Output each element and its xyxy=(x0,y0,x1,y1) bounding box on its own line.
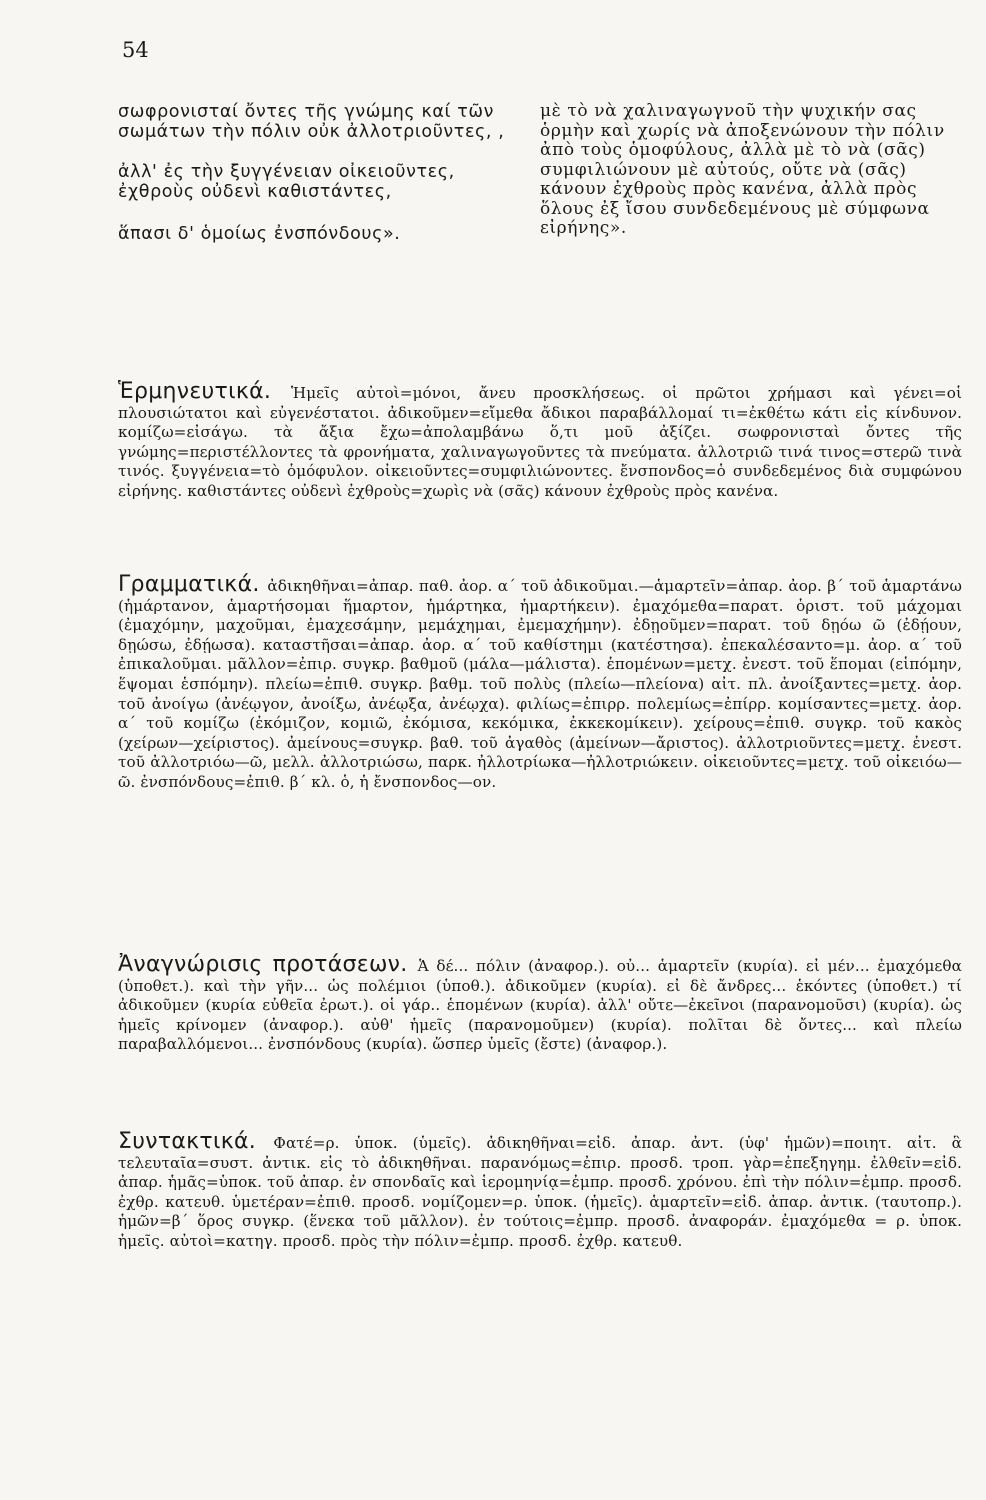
greek-original-column xyxy=(118,102,518,244)
section-heading: Συντακτικά. xyxy=(118,1129,274,1154)
translation-text: μὲ τὸ νὰ χαλιναγωγνοῦ τὴν ψυχικήν σας ὁρμὴν καὶ χωρίς νὰ ἀποξενώνουν τὴν πόλιν ἀπὸ τοὺς ὁμοφύλους, ἀλλὰ μὲ τὸ νὰ (σᾶς) συμφιλιώνουν μὲ αὐτούς, οὔτε νὰ (σᾶς) κάνουν ἐχθροὺς πρὸς κανένα, ἀλλὰ πρὸς ὅλους ἐξ ἴσου συνδεδεμένους μὲ σύμφωνα εἰρήνης». xyxy=(540,101,945,238)
original-line-group-1: σωφρονισταί ὄντες τῆς γνώμης καί τῶν σωμάτων τὴν πόλιν οὐκ ἀλλοτριοῦντες, , xyxy=(118,102,505,142)
grammatika-section xyxy=(118,572,962,793)
section-body: ἀδικηθῆναι=ἀπαρ. παθ. ἀορ. α΄ τοῦ ἀδικοῦμαι.—ἁμαρτεῖν=ἀπαρ. ἀορ. β΄ τοῦ ἁμαρτάνω (ἡμάρτανον, ἁμαρτήσομαι ἥμαρτον, ἡμάρτηκα, ἡμαρτήκειν). ἐμαχόμεθα=παρατ. ὁριστ. τοῦ μάχομαι (ἐμαχόμην, μαχοῦμαι, ἐμαχεσάμην, μεμάχημαι, ἐμεμαχήμην). ἐδῃοῦμεν=παρατ. τοῦ δῃόω ῶ (ἐδῄουν, δῃώσω, ἐδῄωσα). καταστῆσαι=ἀπαρ. ἀορ. α΄ τοῦ καθίστημι (κατέστησα). ἐπεκαλέσαντο=μ. ἀορ. α΄ τοῦ ἐπικαλοῦμαι. μᾶλλον=ἐπιρ. συγκρ. βαθμοῦ (μάλα—μάλιστα). ἑπομένων=μετχ. ἐνεστ. τοῦ ἕπομαι (εἱπόμην, ἕψομαι ἑσπόμην). πλείω=ἐπιθ. συγκρ. βαθμ. τοῦ πολὺς (πλείω—πλείονα) αἰτ. πλ. ἀνοίξαντες=μετχ. ἀορ. τοῦ ἀνοίγω (ἀνέῳγον, ἀνοίξω, ἀνέῳξα, ἀνέῳχα). φιλίως=ἐπιρρ. πολεμίως=ἐπίρρ. κομίσαντες=μετχ. ἀορ. α΄ τοῦ κομίζω (ἐκόμιζον, κομιῶ, ἐκόμισα, κεκόμικα, ἐκκεκομίκειν). χείρους=ἐπιθ. συγκρ. τοῦ κακὸς (χείρων—χείριστος). ἀμείνους=συγκρ. βαθ. τοῦ ἀγαθὸς (ἀμείνων—ἄριστος). ἀλλοτριοῦντες=μετχ. ἐνεστ. τοῦ ἀλλοτριόω—ῶ, μελλ. ἀλλοτριώσω, παρκ. ἠλλοτρίωκα—ἠλλοτριώκειν. οἰκειοῦντες=μετχ. τοῦ οἰκειόω—ῶ. ἐνσπόνδους=ἐπιθ. β΄ κλ. ὁ, ἡ ἔνσπονδος—ον. xyxy=(118,577,962,791)
original-line-group-3: ἅπασι δ' ὁμοίως ἐνσπόνδους». xyxy=(118,224,401,244)
section-heading: Γραμματικά. xyxy=(118,572,268,597)
page-number: 54 xyxy=(122,38,149,62)
anagnorisis-section xyxy=(118,952,962,1055)
translation-column xyxy=(540,102,960,239)
syntaktika-section xyxy=(118,1129,962,1252)
section-heading: Ἀναγνώρισις προτάσεων. xyxy=(118,952,418,977)
section-body: Ἁ δέ... πόλιν (ἀναφορ.). οὐ... ἁμαρτεῖν (κυρία). εἰ μέν... ἐμαχόμεθα (ὑποθετ.). καὶ τὴν γῆν... ὡς πολέμιοι (ὑποθ.). ἀδικοῦμεν (κυρία). εἰ δὲ ἄνδρες... ἑκόντες (ὑποθετ.) τί ἀδικοῦμεν (κυρία εὐθεῖα ἐρωτ.). οἱ γάρ.. ἑπομένων (κυρία). ἀλλ' οὔτε—ἐκεῖνοι (παρανομοῦσι) (κυρία). ὡς ἡμεῖς κρίνομεν (ἀναφορ.). αὐθ' ἡμεῖς (παρανομοῦμεν) (κυρία). πολῖται δὲ ὄντες... καὶ πλείω παραβαλλόμενοι... ἐνσπόνδους (κυρία). ὥσπερ ὑμεῖς (ἔστε) (ἀναφορ.). xyxy=(118,957,962,1054)
hermeneutika-section xyxy=(118,379,962,502)
section-body: Ἡμεῖς αὐτοὶ=μόνοι, ἄνευ προσκλήσεως. οἱ πρῶτοι χρήμασι καὶ γένει=οἱ πλουσιώτατοι καὶ εὐγενέστατοι. ἀδικοῦμεν=εἴμεθα ἄδικοι παραβάλλομαί τι=ἐκθέτω κάτι εἰς κίνδυνον. κομίζω=εἰσάγω. τὰ ἄξια ἔχω=ἀπολαμβάνω ὅ,τι μοῦ ἀξίζει. σωφρονισταὶ ὄντες τῆς γνώμης=περιστέλλοντες τὰ φρονήματα, χαλιναγωγοῦντες τὰ πνεύματα. ἀλλοτριῶ τινά τινος=στερῶ τινὰ τινός. ξυγγένεια=τὸ ὁμόφυλον. οἰκειοῦντες=συμφιλιώνοντες. ἔνσπονδος=ὁ συνδεδεμένος διὰ συμφώνου εἰρήνης. καθιστάντες οὐδενὶ ἐχθροὺς=χωρὶς νὰ (σᾶς) κάνουν ἐχθροὺς πρὸς κανένα. xyxy=(118,384,962,500)
section-body: Φατέ=ρ. ὑποκ. (ὑμεῖς). ἀδικηθῆναι=εἰδ. ἀπαρ. ἀντ. (ὑφ' ἡμῶν)=ποιητ. αἰτ. ἃ τελευταῖα=συστ. ἀντικ. εἰς τὸ ἀδικηθῆναι. παρανόμως=ἐπιρ. προσδ. τροπ. γὰρ=ἐπεξηγημ. ἐλθεῖν=εἰδ. ἀπαρ. ἡμᾶς=ὑποκ. τοῦ ἀπαρ. ἐν σπονδαῖς καὶ ἱερομηνίᾳ=ἐμπρ. προσδ. χρόνου. ἐπὶ τὴν πόλιν=ἐμπρ. προσδ. ἐχθρ. κατευθ. ὑμετέραν=ἐπιθ. προσδ. νομίζομεν=ρ. ὑποκ. (ἡμεῖς). ἁμαρτεῖν=εἰδ. ἀπαρ. ἀντικ. (ταυτοπρ.). ἡμῶν=β΄ ὅρος συγκρ. (ἕνεκα τοῦ μᾶλλον). ἐν τούτοις=ἐμπρ. προσδ. ἀναφοράν. ἐμαχόμεθα = ρ. ὑποκ. ἡμεῖς. αὐτοὶ=κατηγ. προσδ. πρὸς τὴν πόλιν=ἐμπρ. προσδ. ἐχθρ. κατευθ. xyxy=(118,1134,962,1250)
section-heading: Ἑρμηνευτικά. xyxy=(118,379,292,404)
original-line-group-2: ἀλλ' ἐς τὴν ξυγγένειαν οἰκειοῦντες, ἐχθροὺς οὐδενὶ καθιστάντες, xyxy=(118,162,455,202)
